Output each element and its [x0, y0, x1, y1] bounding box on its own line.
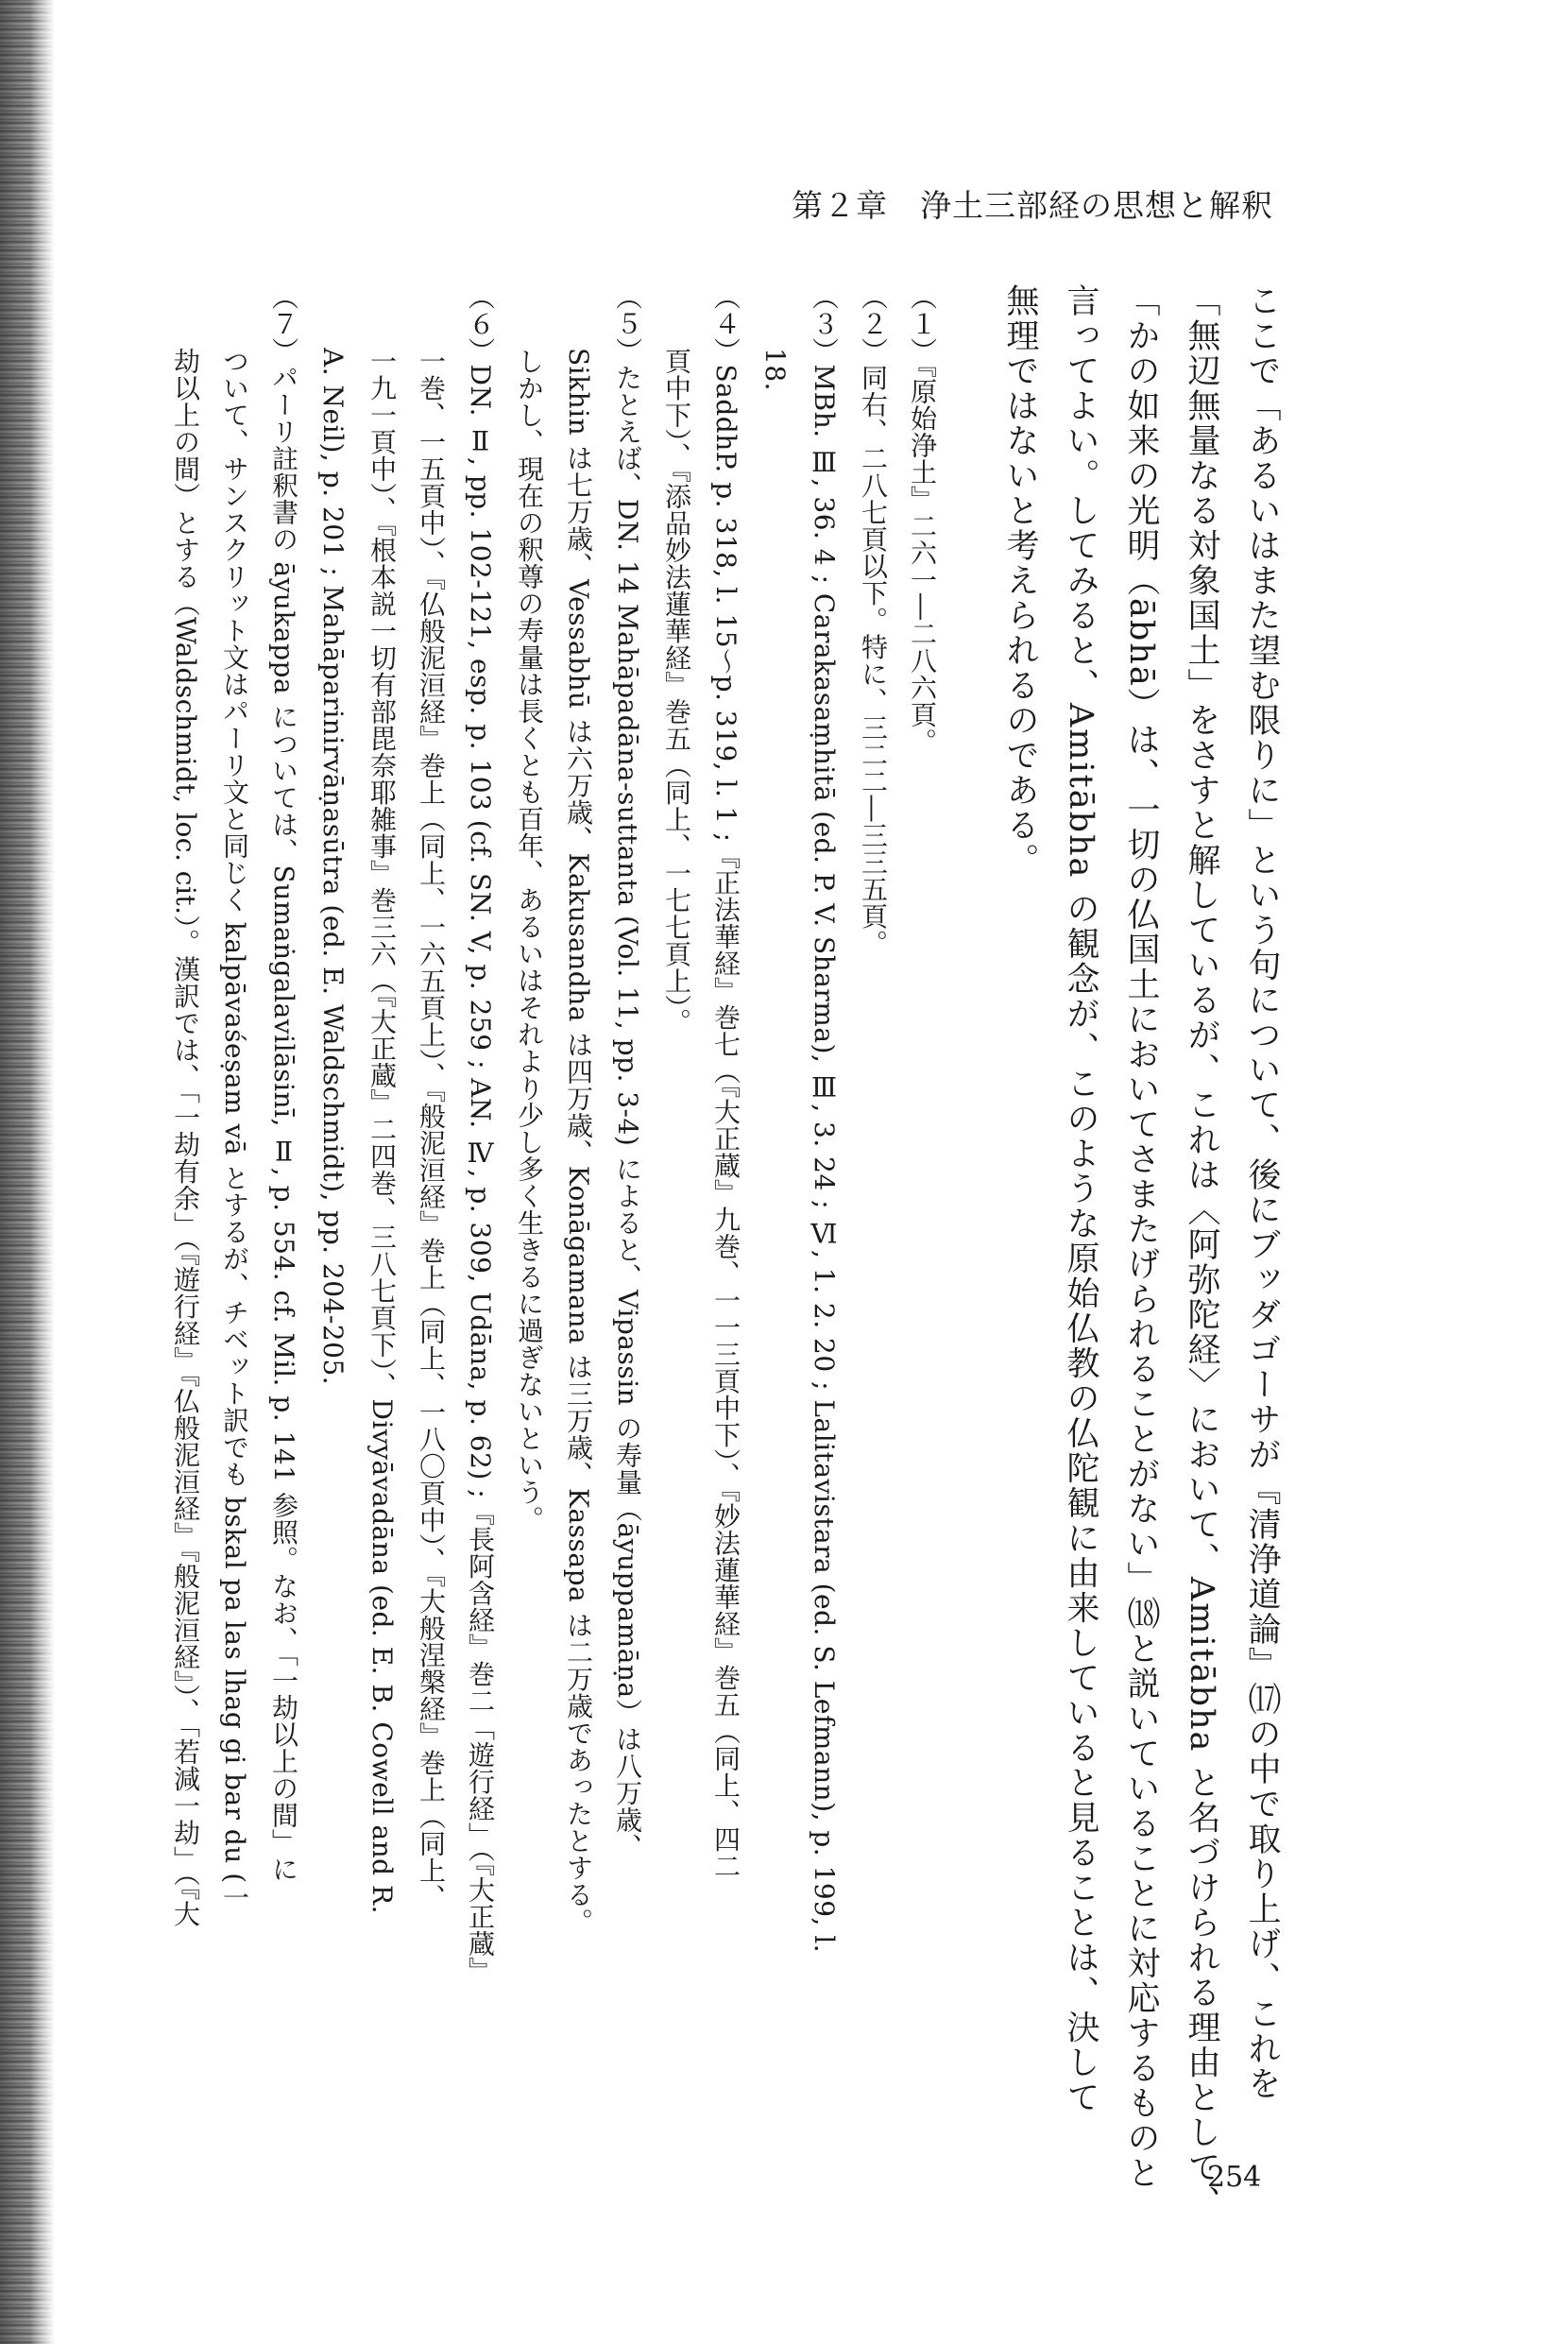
- note-5-continuation: Sikhin は七万歳、Vessabhū は六万歳、Kakusandha は四万歳、Konāgamana は三万歳、Kassapa は二万歳であったとする。: [563, 348, 594, 1935]
- note-text: パーリ註釈書の āyukappa については、Sumaṅgalavilāsinī, Ⅱ, p. 554. cf. Mil. p. 141 参照。なお、「一劫以上の間」に: [268, 364, 299, 1883]
- note-6-continuation: 一巻、一五頁中）、『仏般泥洹経』巻上（同上、一六五頁上）、『般泥洹経』巻上（同上、一八〇頁中）、『大般涅槃経』巻上（同上、: [416, 348, 447, 1911]
- note-text: たとえば、DN. 14 Mahāpadāna-suttanta (Vol. 11, pp. 3-4) によると、Vipassin の寿量（āyuppamāṇa）は八万歳、: [612, 364, 643, 1860]
- body-line: 「無辺無量なる対象国土」をさすと解しているが、これは〈阿弥陀経〉において、Amitābha と名づけられる理由として、: [1183, 283, 1220, 2220]
- running-head: 第２章 浄土三部経の思想と解釈: [792, 187, 1273, 224]
- note-5-continuation: しかし、現在の釈尊の寿量は長くとも百年、あるいはそれより少し多く生きるに過ぎないという。: [514, 348, 545, 1532]
- note-4-continuation: 頁中下）、『添品妙法蓮華経』巻五（同上、一七七頁上）。: [661, 348, 692, 1035]
- note-number: （３）: [809, 283, 840, 365]
- note-6-continuation: 一九一頁中）、『根本説一切有部毘奈耶雑事』巻三六（『大正蔵』二四巻、三八七頁下）、Divyāvadāna (ed. E. B. Cowell and R.: [366, 348, 398, 1914]
- scan-shadow-edge: [0, 0, 55, 2344]
- note-4: [701, 283, 750, 2135]
- note-7: [259, 283, 308, 2135]
- note-5: [603, 283, 652, 2135]
- note-number: （６）: [465, 283, 496, 365]
- note-3-continuation: 18.: [759, 348, 791, 392]
- body-line: ここで「あるいはまた望む限りに」という句について、後にブッダゴーサが『清浄道論』⒄の中で取り上げ、これを: [1243, 283, 1281, 2101]
- note-text: 同右、二八七頁以下。特に、三二二―三三五頁。: [858, 364, 889, 957]
- note-text: DN. Ⅱ, pp. 102-121, esp. p. 103 (cf. SN. V, p. 259 ; AN. Ⅳ, p. 309, Udāna, p. 62) ;『長阿含経』巻二「遊行経」（『大正蔵』: [465, 364, 496, 1984]
- note-number: （１）: [907, 283, 938, 365]
- note-text: MBh. Ⅲ, 36. 4 ; Carakasaṃhitā (ed. P. V. Sharma), Ⅲ, 3. 24 ; Ⅵ, 1. 2. 20 ; Lalitavistara (ed. S. Lefmann), p. 199, l.: [809, 364, 840, 1954]
- note-1: [897, 283, 946, 2135]
- note-number: （５）: [612, 283, 643, 365]
- note-number: （２）: [858, 283, 889, 365]
- note-3: [799, 283, 848, 2135]
- note-6: [455, 283, 504, 2135]
- note-7-continuation: 劫以上の間）とする（Waldschmidt, loc. cit.）。漢訳では、「一劫有余」（『遊行経』『仏般泥洹経』『般泥洹経』）、「若減一劫」（『大: [170, 348, 201, 1928]
- note-2: [848, 283, 897, 2135]
- note-number: （４）: [710, 283, 741, 365]
- note-7-continuation: ついて、サンスクリット文はパーリ文と同じく kalpāvaśeṣam vā とするが、チベット訳でも bskal pa las lhag gi bar du (一: [219, 348, 250, 1911]
- body-line: 無理ではないと考えられるのである。: [1001, 283, 1039, 878]
- note-text: SaddhP. p. 318, l. 15～p. 319, l. 1 ;『正法華経』巻七（『大正蔵』九巻、一一三頁中下）、『妙法蓮華経』巻五（同上、四二: [710, 364, 741, 1880]
- page-number: 254: [1207, 2161, 1262, 2194]
- note-text: 『原始浄土』二六一―二八六頁。: [907, 364, 938, 755]
- note-number: （７）: [268, 283, 299, 365]
- body-line: 言ってよい。してみると、Amitābha の観念が、このような原始仏教の仏陀観に由来していると見ることは、決して: [1062, 283, 1099, 2115]
- body-line: 「かの如来の光明（ābhā）は、一切の仏国土においてさまたげられることがない」⒅と説いていることに対応するものと: [1122, 283, 1160, 2191]
- note-6-continuation: A. Neil), p. 201 ; Mahāparinirvāṇasūtra (ed. E. Waldschmidt), pp. 204-205.: [317, 348, 349, 1386]
